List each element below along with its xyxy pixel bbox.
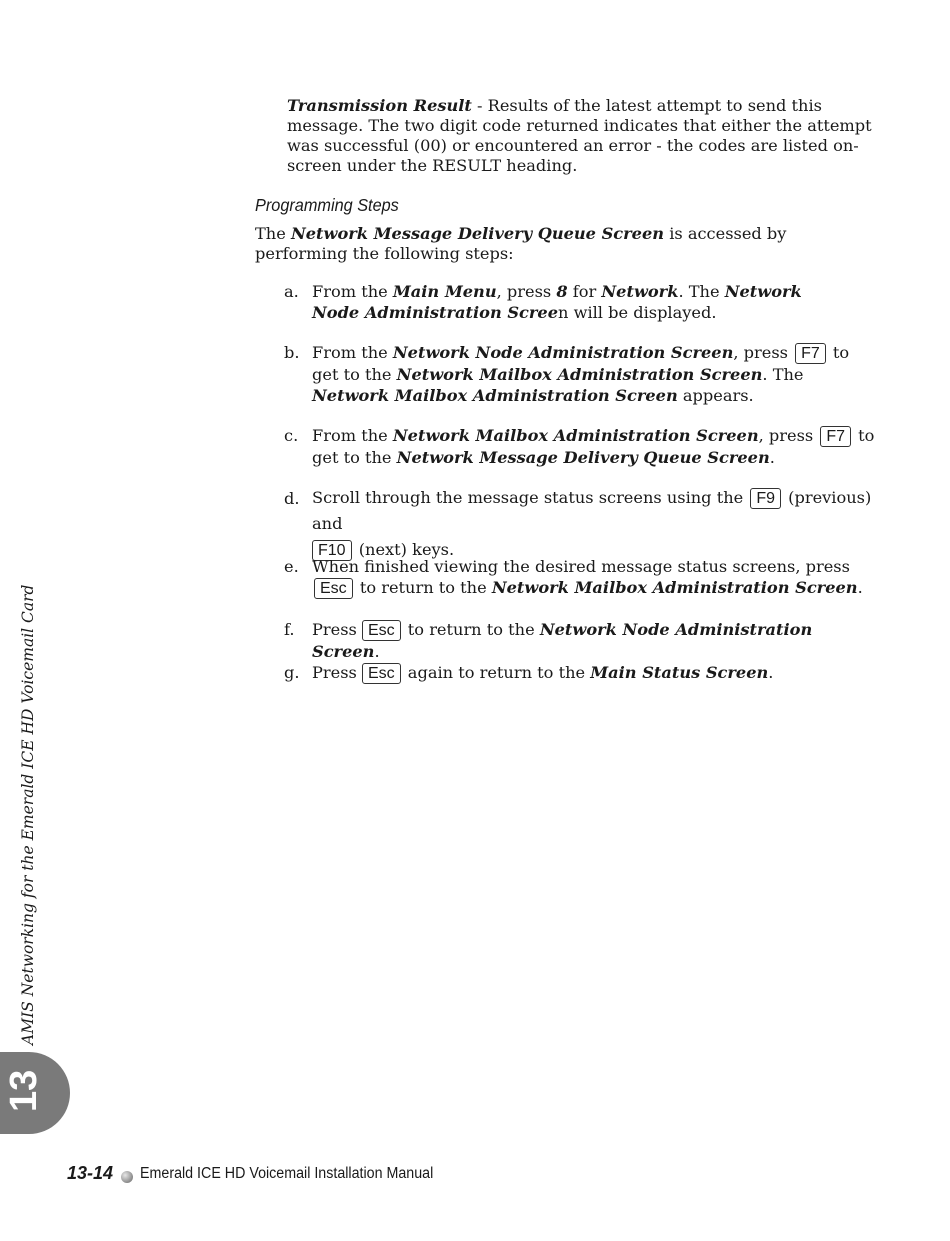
esc-key: Esc <box>314 578 353 599</box>
text: From the <box>312 343 393 362</box>
text: Press <box>312 620 362 639</box>
bold-term: Network Mailbox Administration Screen <box>491 578 858 597</box>
f7-key: F7 <box>795 343 826 364</box>
step-letter: e. <box>284 557 299 576</box>
transmission-result-text: - Results of the latest attempt to send this message. The two digit code returned indicates that either the attempt was successful (00) or encountered an error - the codes are listed on-screen under the RESULT heading. <box>287 96 872 175</box>
step-letter: g. <box>284 663 300 682</box>
text: From the <box>312 282 393 301</box>
text: , press <box>496 282 557 301</box>
intro-screen-name: Network Message Delivery Queue Screen <box>290 224 665 243</box>
step-text <box>312 425 882 468</box>
text: . <box>374 642 380 661</box>
f10-key: F10 <box>312 540 352 561</box>
text: to get to the <box>312 426 875 467</box>
text: . <box>768 663 774 682</box>
bold-term: Network Mailbox Administration Screen <box>396 365 763 384</box>
step-text <box>312 556 882 599</box>
text: to get to the <box>312 343 850 384</box>
side-chapter-title: AMIS Networking for the Emerald ICE HD Voicemail Card <box>19 584 37 1045</box>
transmission-result-term: Transmission Result <box>287 96 472 115</box>
text: When finished viewing the desired message status screens, press <box>312 557 850 576</box>
step-text <box>312 485 882 563</box>
step-text <box>312 281 812 323</box>
text: n will be displayed. <box>558 303 717 322</box>
text: . <box>769 448 775 467</box>
step-letter: b. <box>284 343 300 362</box>
esc-key: Esc <box>362 663 401 684</box>
text: . The <box>678 282 725 301</box>
intro-paragraph <box>255 224 855 264</box>
text: to return to the <box>354 578 492 597</box>
text: . <box>857 578 863 597</box>
step-text <box>312 342 877 406</box>
text: Scroll through the message status screens using the <box>312 488 749 507</box>
text: Press <box>312 663 362 682</box>
bold-term: Network Node Administration Screen <box>392 343 734 362</box>
footer-manual-title: Emerald ICE HD Voicemail Installation Manual <box>140 1165 434 1182</box>
bold-term: Main Status Screen <box>590 663 769 682</box>
bold-term: Network Node Administration Scree <box>312 282 802 322</box>
bold-term: Network <box>601 282 679 301</box>
f9-key: F9 <box>750 488 781 509</box>
transmission-result-paragraph <box>287 96 879 176</box>
esc-key: Esc <box>362 620 401 641</box>
step-letter: f. <box>284 620 295 639</box>
bold-term: 8 <box>556 282 568 301</box>
text: to return to the <box>402 620 540 639</box>
text: (previous) and <box>312 488 872 533</box>
step-text <box>312 619 882 662</box>
bold-term: Network Mailbox Administration Screen <box>392 426 759 445</box>
step-letter: c. <box>284 426 299 445</box>
bold-term: Network Node Administration Screen <box>312 620 813 661</box>
page-number: 13-14 <box>67 1163 114 1183</box>
step-letter: a. <box>284 282 299 301</box>
bullet-icon <box>121 1171 133 1183</box>
section-heading: Programming Steps <box>255 195 399 215</box>
text: . The <box>762 365 804 384</box>
intro-text-post: is accessed by performing the following steps: <box>255 224 787 263</box>
chapter-number: 13 <box>3 1069 45 1112</box>
step-letter: d. <box>284 489 300 508</box>
text: (next) keys. <box>353 540 455 559</box>
text: for <box>567 282 602 301</box>
text: again to return to the <box>402 663 591 682</box>
bold-term: Network Message Delivery Queue Screen <box>396 448 770 467</box>
text: , press <box>733 343 794 362</box>
text: , press <box>758 426 819 445</box>
step-text <box>312 662 882 684</box>
f7-key: F7 <box>820 426 851 447</box>
text: appears. <box>677 386 754 405</box>
bold-term: Main Menu <box>392 282 497 301</box>
intro-text-pre: The <box>255 224 291 243</box>
bold-term: Network Mailbox Administration Screen <box>312 386 678 405</box>
text: From the <box>312 426 393 445</box>
